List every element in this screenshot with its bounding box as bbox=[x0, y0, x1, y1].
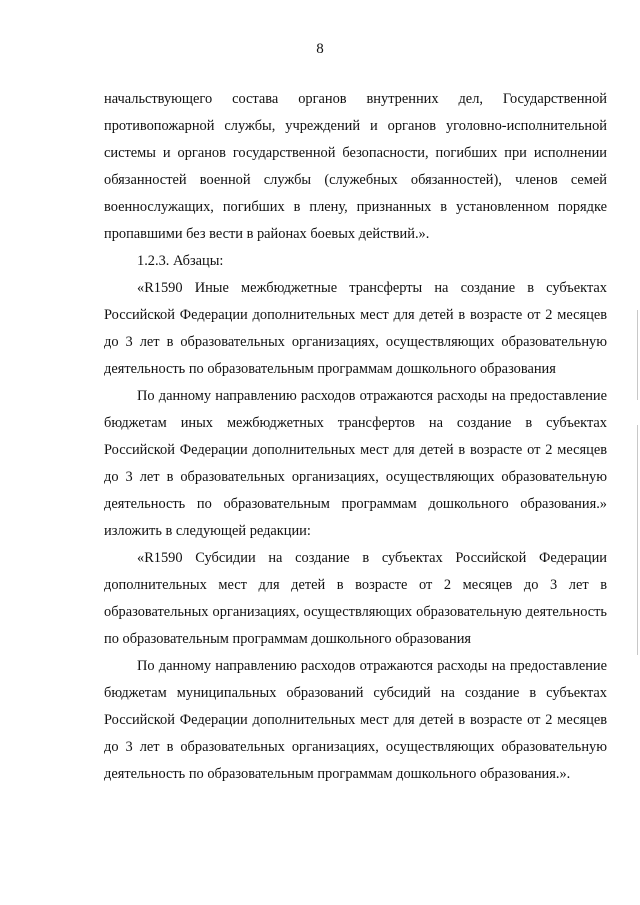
paragraph-new-code-description: По данному направлению расходов отражаются расходы на предоставление бюджетам муниципальных образований субсидий на создание в субъектах Российской Федерации дополнительных мест для детей в возрасте от 2 месяцев до 3 лет в образовательных организациях, осуществляющих образовательную деятельность по образовательным программам дошкольного образования.». bbox=[104, 658, 607, 782]
paragraph-continuation: начальствующего состава органов внутренних дел, Государственной противопожарной службы, учреждений и органов уголовно-исполнительной системы и органов государственной безопасности, погибших при исполнении обязанностей военной службы (служебных обязанностей), членов семей военнослужащих, погибших в плену, признанных в установленном порядке пропавшими без вести в районах боевых действий.». bbox=[104, 91, 607, 242]
page-number: 8 bbox=[316, 41, 324, 57]
scan-edge-mark bbox=[637, 310, 638, 400]
scan-edge-mark bbox=[637, 425, 638, 655]
document-body bbox=[104, 86, 607, 788]
paragraph-new-code-title: «R1590 Субсидии на создание в субъектах Российской Федерации дополнительных мест для детей в возрасте от 2 месяцев до 3 лет в образовательных организациях, осуществляющих образовательную деятельность по образовательным программам дошкольного образования bbox=[104, 550, 607, 647]
paragraph-old-code-title: «R1590 Иные межбюджетные трансферты на создание в субъектах Российской Федерации дополнительных мест для детей в возрасте от 2 месяцев до 3 лет в образовательных организациях, осуществляющих образовательную деятельность по образовательным программам дошкольного образования bbox=[104, 280, 607, 377]
paragraph-old-code-description: По данному направлению расходов отражаются расходы на предоставление бюджетам иных межбюджетных трансфертов на создание в субъектах Российской Федерации дополнительных мест для детей в возрасте от 2 месяцев до 3 лет в образовательных организациях, осуществляющих образовательную деятельность по образовательным программам дошкольного образования.» изложить в следующей редакции: bbox=[104, 388, 607, 539]
paragraph-section-heading: 1.2.3. Абзацы: bbox=[137, 253, 224, 269]
